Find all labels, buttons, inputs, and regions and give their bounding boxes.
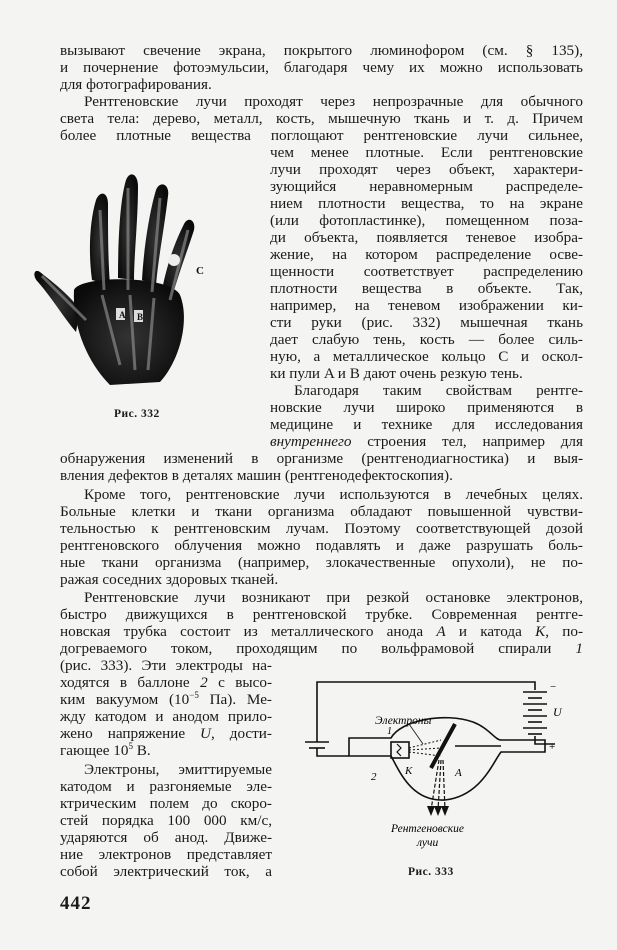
xray-tube-diagram xyxy=(305,670,590,860)
text-line: новские лучи широко применяются в xyxy=(270,399,583,416)
spiral-label: 1 xyxy=(387,726,392,737)
text-line: дает слабую тень, кость — более силь- xyxy=(270,331,583,348)
text-line: ударяются об анод. Движе- xyxy=(60,829,272,846)
text-line: Рентгеновские лучи возникают при резкой остановке электронов, xyxy=(84,589,583,606)
emphasis-word: внутреннего xyxy=(270,433,352,450)
text-line: Рентгеновские лучи проходят через непрозрачные для обычного xyxy=(84,93,583,110)
text-line: быстро движущихся в рентгеновской трубке. Современная рентге- xyxy=(60,606,583,623)
text-line: ные ткани организма (например, злокачественные опухоли), не по- xyxy=(60,554,583,571)
text-line: нием плотности вещества, то на экране xyxy=(270,195,583,212)
ring-c-label: C xyxy=(196,265,204,277)
text-line: ди объекта, появляется теневое изобра- xyxy=(270,229,583,246)
rays-label-line1: Рентгеновские xyxy=(391,823,464,835)
text-line: катодом и разгоняемые эле- xyxy=(60,778,272,795)
text-line: чем менее плотные. Если рентгеновские xyxy=(270,144,583,161)
page-number: 442 xyxy=(60,893,92,914)
figure-caption: Рис. 333 xyxy=(408,866,454,878)
text-line: щенности соответствует распределению xyxy=(270,263,583,280)
text-line: жение, на котором распределение осве- xyxy=(270,246,583,263)
bulb-label: 2 xyxy=(371,771,377,783)
text-line: Больные клетки и ткани организма обладают повышенной чувстви- xyxy=(60,503,583,520)
text-line: ную, а металлическое кольцо C и оскол- xyxy=(270,348,583,365)
text-line: плотности вещества в объекте. Так, xyxy=(270,280,583,297)
text-line: (или фотопластинке), помещенном поза- xyxy=(270,212,583,229)
text-line: стей порядка 100 000 км/с, xyxy=(60,812,272,829)
text-line: сти руки (рис. 332) мышечная ткань xyxy=(270,314,583,331)
text-line: ние электронов представляет xyxy=(60,846,272,863)
text-line: ходятся в баллоне 2 с высо- xyxy=(60,674,273,691)
text-line: Электроны, эмиттируемые xyxy=(84,761,272,778)
text-line: рентгеновского облучения можно подавлять и даже разрушать боль- xyxy=(60,537,583,554)
bullet-a-label: A xyxy=(119,310,126,320)
text-line: ким вакуумом ($10^{-5}$ Па). Ме- xyxy=(60,689,272,708)
minus-label: − xyxy=(550,681,557,693)
text-line: Благодаря таким свойствам рентге- xyxy=(294,382,583,399)
plus-label: + xyxy=(549,741,556,753)
cathode-label: К xyxy=(405,765,413,777)
text-line: тельностью к рентгеновским лучам. Поэтому соответствующей дозой xyxy=(60,520,583,537)
figure-caption: Рис. 332 xyxy=(114,408,160,420)
text-line: жено напряжение U, дости- xyxy=(60,725,272,742)
electrons-label: Электроны xyxy=(375,715,432,727)
text-line: лучи проходят через объект, характери- xyxy=(270,161,583,178)
hand-xray-image xyxy=(30,160,210,390)
text-line: Кроме того, рентгеновские лучи используются в лечебных целях. xyxy=(84,486,583,503)
text-line: собой электрический ток, а xyxy=(60,863,272,880)
text-line: например, на теневом изображении ки- xyxy=(270,297,583,314)
anode-label: А xyxy=(455,767,462,779)
text-line: ражая соседних здоровых тканей. xyxy=(60,571,279,588)
text-line: для фотографирования. xyxy=(60,76,212,93)
voltage-label: U xyxy=(553,705,562,719)
text-line: ки пули A и B дают очень резкую тень. xyxy=(270,365,523,382)
text-line: вызывают свечение экрана, покрытого люминофором (см. § 135), xyxy=(60,42,583,59)
text-line: более плотные вещества поглощают рентгеновские лучи сильнее, xyxy=(60,127,583,144)
text-line: догреваемого током, проходящим по вольфрамовой спирали 1 xyxy=(60,640,583,657)
text-line: новская трубка состоит из металлического анода A и катода K, по- xyxy=(60,623,584,640)
text-line: гающее $10^5$ В. xyxy=(60,740,151,759)
bullet-b-label: B xyxy=(137,312,144,322)
text-line: зующийся неравномерным распределе- xyxy=(270,178,583,195)
text-line: ктрическим полем до скоро- xyxy=(60,795,272,812)
text-line: вления дефектов в деталях машин (рентгенодефектоскопия). xyxy=(60,467,453,484)
ring-marker xyxy=(168,254,180,266)
text-line: жду катодом и анодом прило- xyxy=(60,708,272,725)
text-line: медицине и технике для исследования xyxy=(270,416,583,433)
text-line: внутреннего строения тел, например для xyxy=(270,433,583,450)
text-line: света тела: дерево, металл, кость, мышечную ткань и т. д. Причем xyxy=(60,110,583,127)
text-line: и почернение фотоэмульсии, благодаря чему их можно использовать xyxy=(60,59,583,76)
text-line: обнаружения изменений в организме (рентгенодиагностика) и выя- xyxy=(60,450,583,467)
text-line: (рис. 333). Эти электроды на- xyxy=(60,657,272,674)
rays-label-line2: лучи xyxy=(417,837,439,849)
